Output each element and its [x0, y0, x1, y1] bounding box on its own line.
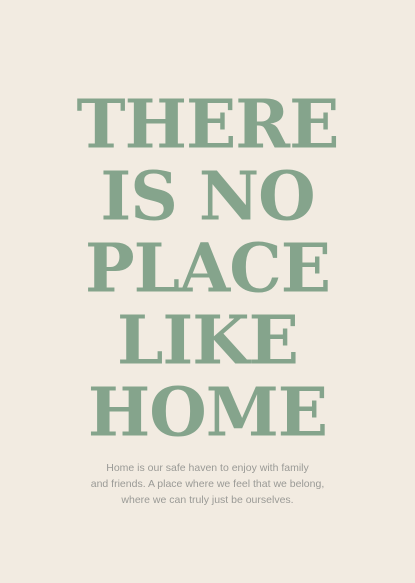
headline-line-2: IS NO	[100, 156, 315, 236]
headline-line-5: HOME	[87, 372, 328, 452]
headline-line-4: LIKE	[117, 300, 298, 380]
headline-line-3: PLACE	[84, 228, 331, 308]
body-line-1: Home is our safe haven to enjoy with family	[106, 462, 309, 474]
body-paragraph	[60, 460, 355, 508]
headline-line-1: THERE	[76, 84, 339, 164]
body-line-2: and friends. A place where we feel that we belong,	[90, 478, 325, 490]
body-line-3: where we can truly just be ourselves.	[121, 494, 294, 506]
headline	[0, 84, 415, 452]
